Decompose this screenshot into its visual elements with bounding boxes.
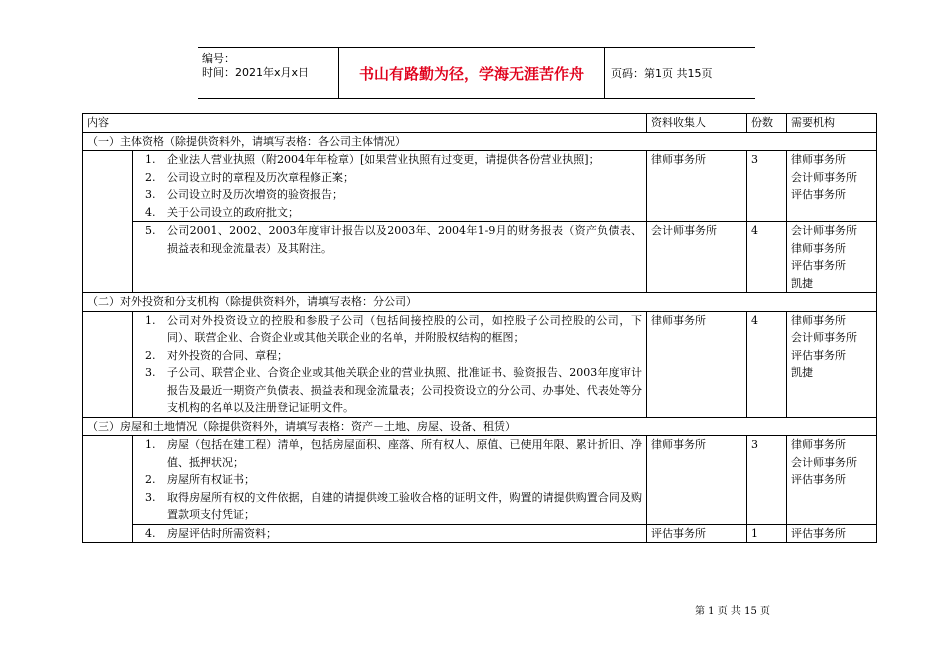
orgs-cell: 律师事务所 会计师事务所 评估事务所	[787, 151, 877, 222]
section-row	[83, 132, 877, 151]
orgs-cell: 会计师事务所 律师事务所 评估事务所 凯捷	[787, 222, 877, 293]
section-row	[83, 417, 877, 436]
list-item: 3. 公司设立时及历次增资的验资报告；	[145, 188, 343, 201]
copies-cell: 3	[747, 436, 787, 525]
page-header	[198, 47, 755, 99]
table-row	[83, 151, 877, 222]
list-item: 3. 子公司、联营企业、合资企业或其他关联企业的营业执照、批准证书、验资报告、2003年度审计报告及最近一期资产负债表、损益表和现金流量表；公司投资设立的分公司、办事处、代表处等分支机构的名单以及注册登记证明文件。	[145, 366, 642, 414]
table-row	[83, 222, 877, 293]
header-orgs: 需要机构	[787, 114, 877, 133]
copies-cell: 4	[747, 222, 787, 293]
list-item: 2. 房屋所有权证书；	[145, 473, 255, 486]
table-row	[83, 436, 877, 525]
collector-cell: 会计师事务所	[647, 222, 747, 293]
time-label: 时间：2021年x月x日	[202, 66, 310, 79]
list-item: 2. 对外投资的合同、章程；	[145, 348, 288, 362]
list-item: 1. 公司对外投资设立的控股和参股子公司（包括间接控股的公司，如控股子公司控股的公司，下同）、联营企业、合资企业或其他关联企业的名单，并附股权结构的框图；	[145, 313, 642, 344]
header-page-number: 页码：第1页 共15页	[611, 67, 713, 80]
copies-cell: 3	[747, 151, 787, 222]
collector-cell: 律师事务所	[647, 311, 747, 417]
page-footer: 第 1 页 共 15 页	[695, 606, 770, 617]
collector-cell: 律师事务所	[647, 436, 747, 525]
copies-cell: 4	[747, 311, 787, 417]
header-content: 内容	[83, 114, 647, 133]
items-cell	[133, 436, 647, 525]
section-title: （二）对外投资和分支机构（除提供资料外，请填写表格：分公司）	[83, 293, 877, 312]
list-item: 4. 房屋评估时所需资料；	[145, 526, 277, 540]
collector-cell: 律师事务所	[647, 151, 747, 222]
section-row	[83, 293, 877, 312]
list-item: 1. 房屋（包括在建工程）清单，包括房屋面积、座落、所有权人、原值、已使用年限、累计折旧、净值、抵押状况；	[145, 438, 642, 469]
items-cell	[133, 151, 647, 222]
serial-label: 编号：	[202, 52, 235, 65]
header-collector: 资料收集人	[647, 114, 747, 133]
list-item: 5. 公司2001、2002、2003年度审计报告以及2003年、2004年1-9月的财务报表（资产负债表、损益表和现金流量表）及其附注。	[145, 224, 642, 255]
section-title: （三）房屋和土地情况（除提供资料外，请填写表格：资产－土地、房屋、设备、租赁）	[83, 417, 877, 436]
list-item: 2. 公司设立时的章程及历次章程修正案；	[145, 170, 354, 184]
header-copies: 份数	[747, 114, 787, 133]
header-motto: 书山有路勤为径，学海无涯苦作舟	[339, 48, 605, 98]
collector-cell: 评估事务所	[647, 524, 747, 543]
copies-cell: 1	[747, 524, 787, 543]
table-row	[83, 311, 877, 417]
orgs-cell: 评估事务所	[787, 524, 877, 543]
items-cell	[133, 222, 647, 293]
items-cell	[133, 311, 647, 417]
orgs-cell: 律师事务所 会计师事务所 评估事务所 凯捷	[787, 311, 877, 417]
list-item: 3. 取得房屋所有权的文件依据，自建的请提供竣工验收合格的证明文件，购置的请提供购置合同及购置款项支付凭证；	[145, 490, 642, 521]
items-cell	[133, 524, 647, 543]
header-meta	[198, 48, 339, 98]
orgs-cell: 律师事务所 会计师事务所 评估事务所	[787, 436, 877, 525]
list-item: 4. 关于公司设立的政府批文；	[145, 205, 299, 219]
list-item: 1. 企业法人营业执照（附2004年年检章）[如果营业执照有过变更，请提供各份营业执照]；	[145, 153, 600, 166]
table-header-row	[83, 114, 877, 133]
section-title: （一）主体资格（除提供资料外，请填写表格：各公司主体情况）	[83, 132, 877, 151]
table-row	[83, 524, 877, 543]
checklist-table	[82, 113, 877, 543]
